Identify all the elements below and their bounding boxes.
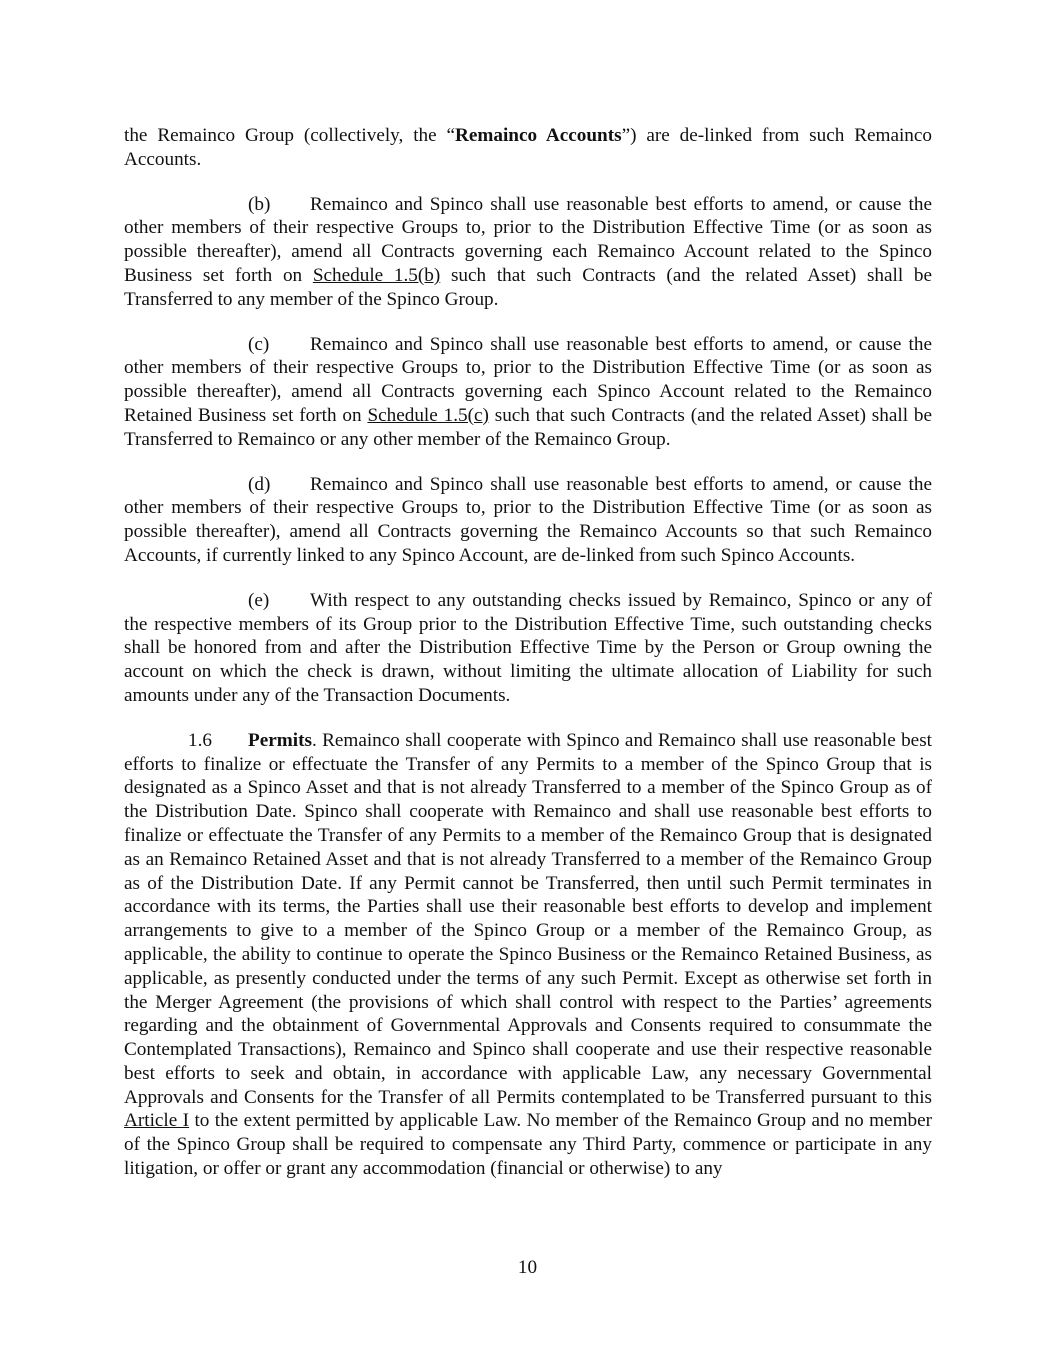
defined-term: Remainco Accounts [455, 125, 622, 146]
schedule-reference: Schedule 1.5(b) [312, 264, 441, 286]
paragraph-text: to the extent permitted by applicable Law. No member of the Remainco Group and no member of the Spinco Group shall be required to compensate any Third Party, commence or participate in any litigation, or offer or grant any accommodation (financial or otherwise) to any [124, 1110, 932, 1180]
document-page [124, 124, 932, 1202]
schedule-reference: Schedule 1.5(c) [367, 404, 489, 426]
paragraph-text: such that such Contracts (and the related Asset) shall be Transferred to any member of the Spinco Group. [124, 264, 932, 310]
section-heading: Permits [248, 729, 312, 751]
page-number: 10 [517, 1257, 538, 1278]
section-heading-punct: . [311, 729, 317, 751]
paragraph-label: (c) [248, 333, 270, 355]
section-number: 1.6 [188, 729, 212, 751]
paragraph-c [124, 333, 932, 452]
paragraph-e [124, 589, 932, 708]
paragraph-b [124, 193, 932, 312]
paragraph-text: Remainco and Spinco shall use reasonable best efforts to amend, or cause the other members of their respective Groups to, prior to the Distribution Effective Time (or as soon as possible thereafter), amend all Contracts governing the Remainco Accounts so that such Remainco Accounts, if currently linked to any Spinco Account, are de-linked from such Spinco Accounts. [124, 473, 932, 566]
paragraph-label: (e) [248, 589, 270, 611]
paragraph-text: Remainco and Spinco shall use reasonable best efforts to amend, or cause the other members of their respective Groups to, prior to the Distribution Effective Time (or as soon as possible thereafter), amend all Contracts governing each Remainco Account related to the Spinco Business set forth on [124, 193, 932, 286]
section-1-6 [124, 729, 932, 1181]
paragraph-label: (b) [248, 193, 271, 215]
paragraph-text: such that such Contracts (and the related Asset) shall be Transferred to Remainco or any other member of the Remainco Group. [124, 404, 932, 450]
paragraph-label: (d) [248, 473, 271, 495]
paragraph-text: Remainco shall cooperate with Spinco and Remainco shall use reasonable best efforts to finalize or effectuate the Transfer of any Permits to a member of the Spinco Group that is designated as a Spinco Asset and that is not already Transferred to a member of the Spinco Group as of the Distribution Date. Spinco shall cooperate with Remainco and shall use reasonable best efforts to finalize or effectuate the Transfer of any Permits to a member of the Remainco Group that is designated as an Remainco Retained Asset and that is not already Transferred to a member of the Remainco Group as of the Distribution Date. If any Permit cannot be Transferred, then until such Permit terminates in accordance with its terms, the Parties shall use their reasonable best efforts to develop and implement arrangements to give to a member of the Spinco Group or a member of the Remainco Group, as applicable, the ability to continue to operate the Spinco Business or the Remainco Retained Business, as applicable, as presently conducted under the terms of any such Permit. Except as otherwise set forth in the Merger Agreement (the provisions of which shall control with respect to the Parties’ agreements regarding and the obtainment of Governmental Approvals and Consents required to consummate the Contemplated Transactions), Remainco and Spinco shall cooperate and use their respective reasonable best efforts to seek and obtain, in accordance with applicable Law, any necessary Governmental Approvals and Consents for the Transfer of all Permits contemplated to be Transferred pursuant to this [124, 729, 932, 1108]
paragraph-text: the Remainco Group (collectively, the “ [124, 125, 456, 146]
paragraph-text: With respect to any outstanding checks issued by Remainco, Spinco or any of the respective members of its Group prior to the Distribution Effective Time, such outstanding checks shall be honored from and after the Distribution Effective Time by the Person or Group owning the account on which the check is drawn, without limiting the ultimate allocation of Liability for such amounts under any of the Transaction Documents. [124, 589, 932, 706]
paragraph-continuation [124, 124, 932, 172]
paragraph-d [124, 473, 932, 568]
paragraph-text: ”) are de-linked from such Remainco Accounts. [124, 125, 933, 170]
paragraph-text: Remainco and Spinco shall use reasonable best efforts to amend, or cause the other members of their respective Groups to, prior to the Distribution Effective Time (or as soon as possible thereafter), amend all Contracts governing each Spinco Account related to the Remainco Retained Business set forth on [124, 333, 932, 426]
article-reference: Article I [124, 1110, 190, 1132]
